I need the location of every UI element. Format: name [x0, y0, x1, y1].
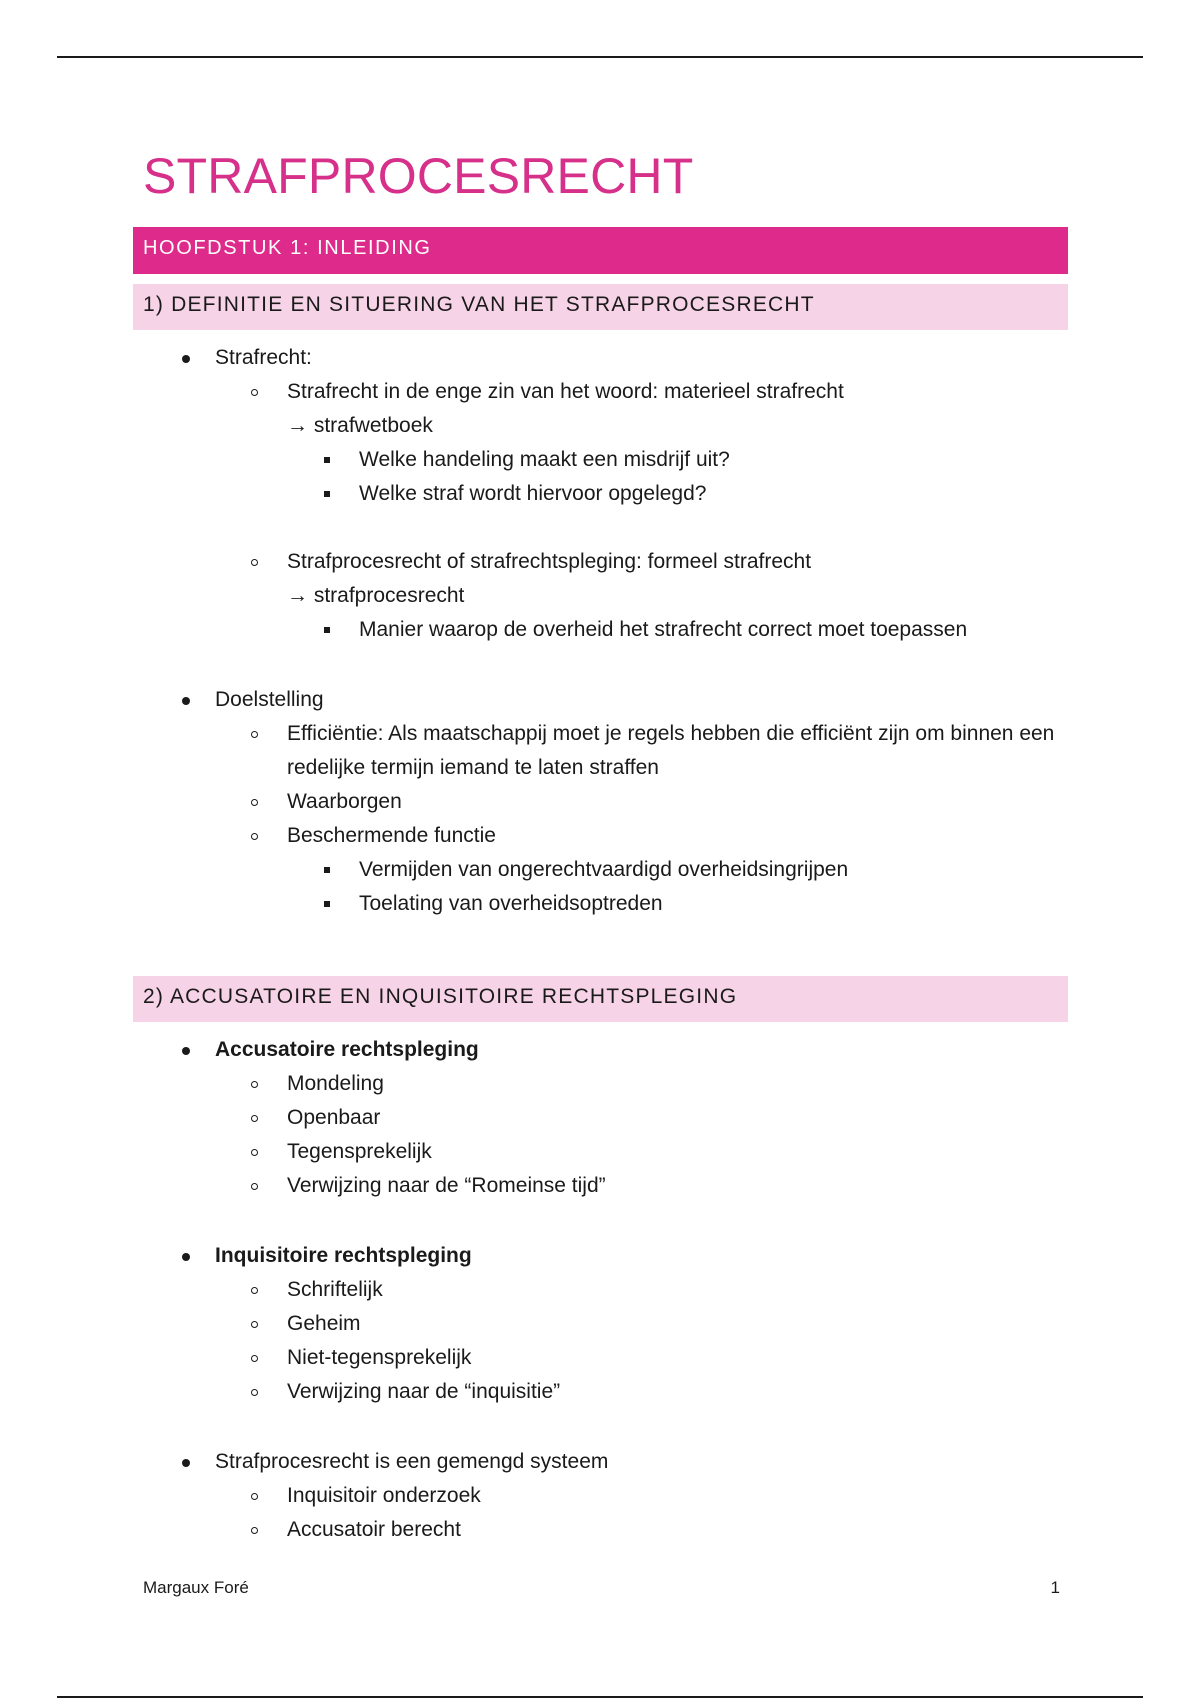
- list-item-text: Strafprocesrecht is een gemengd systeem: [215, 1450, 609, 1473]
- chapter-heading: HOOFDSTUK 1: INLEIDING: [133, 227, 1068, 274]
- list-item-text: Strafrecht:: [215, 346, 312, 369]
- sublist-item: [215, 785, 1068, 819]
- sublist: [215, 375, 1068, 647]
- sublist-item: Schriftelijk: [215, 1273, 1068, 1307]
- sublist-item: Niet-tegensprekelijk: [215, 1341, 1068, 1375]
- sublist-item: Openbaar: [215, 1101, 1068, 1135]
- sub-sublist-item: Manier waarop de overheid het strafrecht correct moet toepassen: [287, 613, 1068, 647]
- sublist-item: Mondeling: [215, 1067, 1068, 1101]
- section-1-list: [133, 341, 1068, 921]
- top-rule: [57, 56, 1143, 58]
- sublist-item: Accusatoir berecht: [215, 1513, 1068, 1547]
- sub-sublist-item: Welke straf wordt hiervoor opgelegd?: [287, 477, 1068, 511]
- section-heading-2: 2) ACCUSATOIRE EN INQUISITOIRE RECHTSPLEGING: [133, 976, 1068, 1022]
- list-item: [133, 1445, 1068, 1547]
- list-item-text: Inquisitoire rechtspleging: [215, 1244, 472, 1267]
- sub-sublist-item: Vermijden van ongerechtvaardigd overheidsingrijpen: [287, 853, 1068, 887]
- list-item: [133, 1239, 1068, 1409]
- list-item: [133, 683, 1068, 921]
- sublist-item-text: Strafrecht in de enge zin van het woord: materieel strafrecht: [287, 380, 844, 403]
- sub-sublist-item: Toelating van overheidsoptreden: [287, 887, 1068, 921]
- bottom-rule: [57, 1696, 1143, 1698]
- footer-author: Margaux Foré: [143, 1578, 249, 1597]
- sub-sublist: [287, 853, 1068, 921]
- document-page: [133, 145, 1068, 1547]
- sublist-item: Geheim: [215, 1307, 1068, 1341]
- sublist-item: [215, 717, 1068, 785]
- sublist-item-text: Beschermende functie: [287, 824, 496, 847]
- sublist-item: Inquisitoir onderzoek: [215, 1479, 1068, 1513]
- section-2-list: [133, 1033, 1068, 1547]
- sub-sublist: [287, 443, 1068, 511]
- sublist-item: Verwijzing naar de “inquisitie”: [215, 1375, 1068, 1409]
- list-item-text: Doelstelling: [215, 688, 324, 711]
- sublist: [215, 1273, 1068, 1409]
- arrow-note: → strafwetboek: [287, 414, 433, 437]
- page-number: 1: [1050, 1578, 1060, 1597]
- sub-sublist: [287, 613, 1068, 647]
- sublist: [215, 1067, 1068, 1203]
- document-title: STRAFPROCESRECHT: [143, 148, 694, 204]
- sublist-item: Verwijzing naar de “Romeinse tijd”: [215, 1169, 1068, 1203]
- sublist-item: [215, 375, 1068, 511]
- section-heading-1: 1) DEFINITIE EN SITUERING VAN HET STRAFPROCESRECHT: [133, 284, 1068, 330]
- sublist: [215, 1479, 1068, 1547]
- list-item: [133, 1033, 1068, 1203]
- sub-sublist-item: Welke handeling maakt een misdrijf uit?: [287, 443, 1068, 477]
- sublist-item: [215, 819, 1068, 921]
- sublist-item-text: Strafprocesrecht of strafrechtspleging: formeel strafrecht: [287, 550, 812, 573]
- sublist-item: Tegensprekelijk: [215, 1135, 1068, 1169]
- arrow-note: → strafprocesrecht: [287, 584, 465, 607]
- sublist: [215, 717, 1068, 921]
- sublist-item-text: Efficiëntie: Als maatschappij moet je regels hebben die efficiënt zijn om binnen een redelijke termijn iemand te laten straffen: [287, 722, 1055, 779]
- sublist-item-text: Waarborgen: [287, 790, 402, 813]
- list-item: [133, 341, 1068, 647]
- sublist-item: [215, 545, 1068, 647]
- list-item-text: Accusatoire rechtspleging: [215, 1038, 479, 1061]
- page-footer: [143, 1578, 1060, 1598]
